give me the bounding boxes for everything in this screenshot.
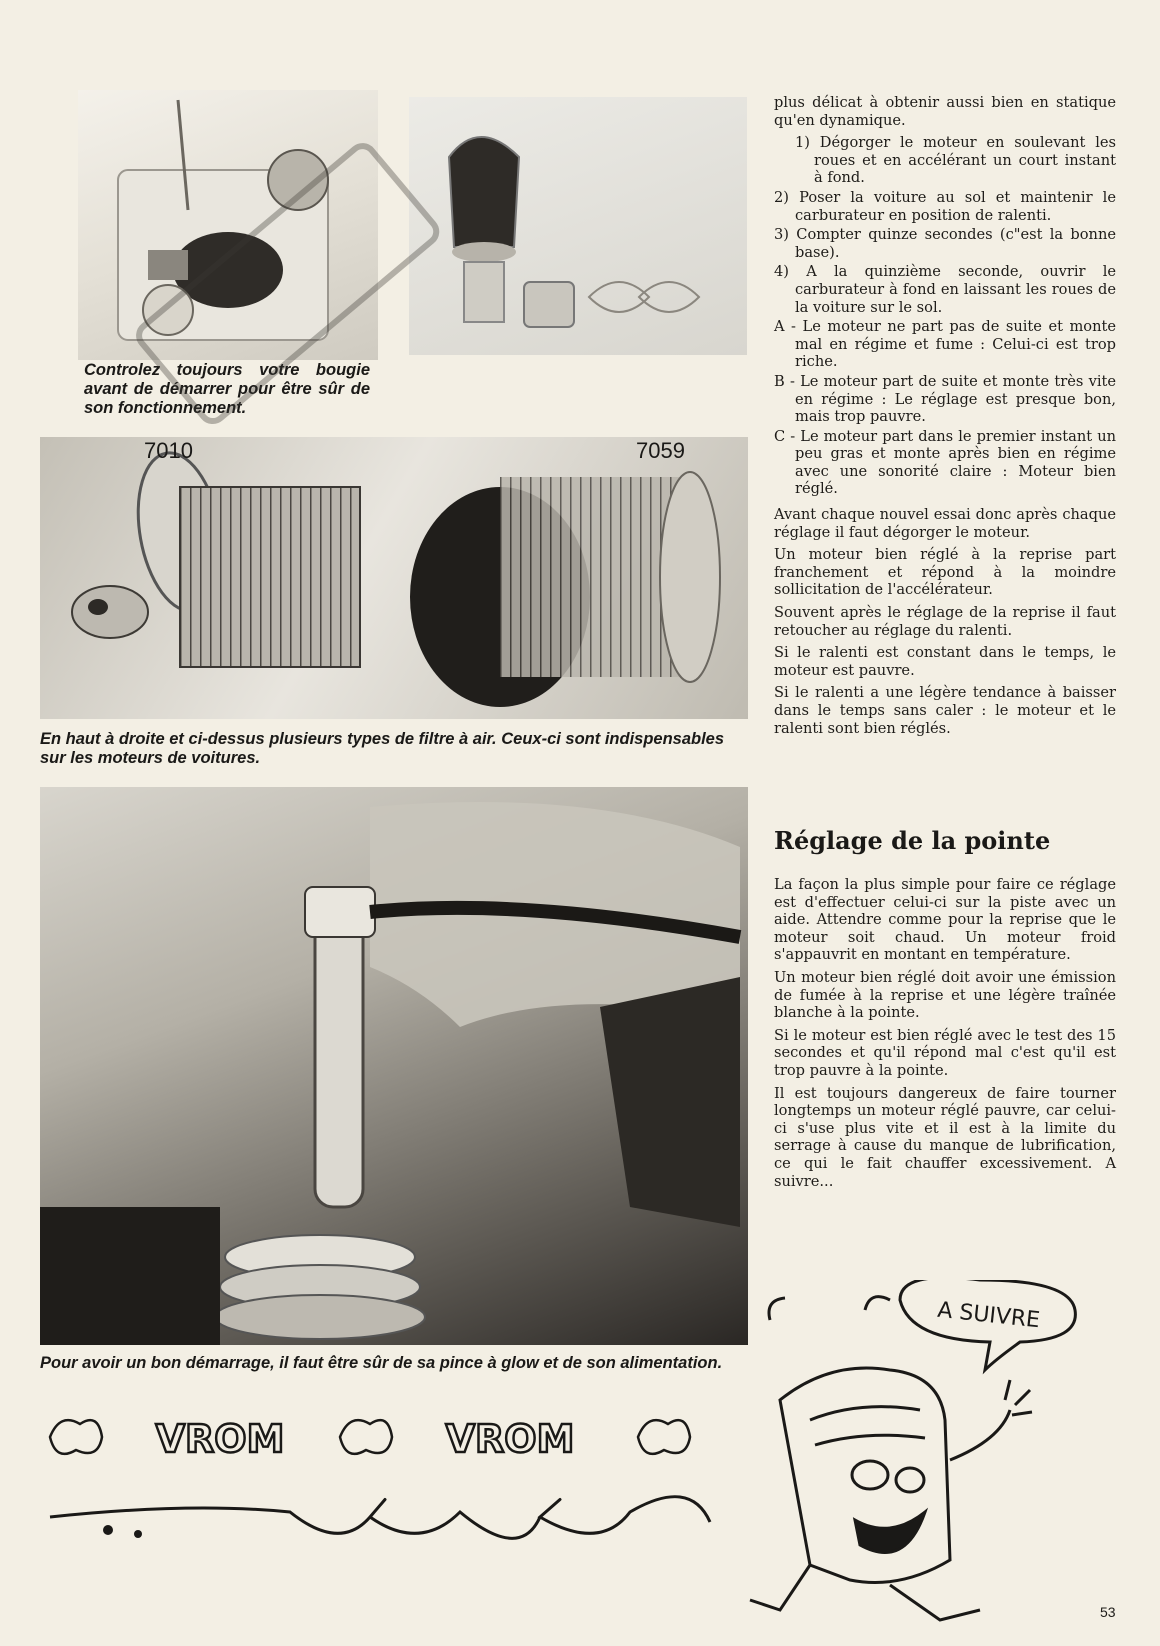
section-paragraph-2: Un moteur bien réglé doit avoir une émission de fumée à la reprise et une légère traînée blanche à la pointe.	[774, 968, 1116, 1022]
step-3: 3) Compter quinze secondes (c"est la bonne base).	[774, 226, 1116, 261]
vrom-banner	[40, 1402, 700, 1472]
case-a: A - Le moteur ne part pas de suite et monte mal en régime et fume : Celui-ci est trop riche.	[774, 318, 1116, 371]
section-paragraph-4: Il est toujours dangereux de faire tourner longtemps un moteur réglé pauvre, car celui-ci s'use plus vite et il est à la limite du serrage à cause du manque de lubrification, ce qui le fait chauffer excessivement. A suivre...	[774, 1084, 1116, 1190]
piston-cartoon	[740, 1280, 1120, 1630]
step-4: 4) A la quinzième seconde, ouvrir le carburateur à fond en laissant les roues de la voiture sur le sol.	[774, 263, 1116, 316]
caption-air-filters: En haut à droite et ci-dessus plusieurs types de filtre à air. Ceux-ci sont indispensables sur les moteurs de voitures.	[40, 730, 725, 767]
section-paragraph-1: La façon la plus simple pour faire ce réglage est d'effectuer celui-ci sur la piste avec un aide. Attendre comme pour la reprise que le moteur soit chaud. Un moteur froid s'appauvrit en montant en température.	[774, 876, 1116, 964]
caption-glow-clip: Pour avoir un bon démarrage, il faut être sûr de sa pince à glow et de son alimentation.	[40, 1354, 723, 1372]
article-column-top	[774, 94, 1116, 742]
caption-glow-plug: Controlez toujours votre bougie avant de démarrer pour être sûr de son fonctionnement.	[84, 361, 370, 417]
paragraph-5: Si le ralenti a une légère tendance à baisser dans le temps sans caler : le moteur et le ralenti sont bien réglés.	[774, 684, 1116, 737]
case-b: B - Le moteur part de suite et monte très vite en régime : Le réglage est presque bon, mais trop pauvre.	[774, 372, 1116, 426]
part-number-left: 7010	[144, 438, 193, 463]
article-column-section	[774, 876, 1116, 1195]
section-paragraph-3: Si le moteur est bien réglé avec le test des 15 secondes et qu'il répond mal c'est qu'il est trop pauvre à la pointe.	[774, 1026, 1116, 1079]
exhaust-loops	[40, 1482, 720, 1572]
paragraph-3: Souvent après le réglage de la reprise il faut retoucher au réglage du ralenti.	[774, 604, 1116, 639]
part-number-right: 7059	[636, 438, 685, 463]
paragraph-2: Un moteur bien réglé à la reprise part franchement et répond à la moindre sollicitation de l'accélérateur.	[774, 546, 1116, 599]
photo-glow-plug-tester	[78, 90, 378, 360]
photo-air-filter-cone	[409, 97, 747, 355]
paragraph-4: Si le ralenti est constant dans le temps, le moteur est pauvre.	[774, 644, 1116, 679]
intro-paragraph: plus délicat à obtenir aussi bien en statique qu'en dynamique.	[774, 94, 1116, 129]
step-1: 1) Dégorger le moteur en soulevant les roues et en accélérant un court instant à fond.	[795, 134, 1116, 187]
photo-glow-clip	[40, 787, 748, 1345]
case-c: C - Le moteur part dans le premier instant un peu gras et monte après bien en régime avec une sonorité claire : Moteur bien réglé.	[774, 427, 1116, 498]
step-2: 2) Poser la voiture au sol et maintenir le carburateur en position de ralenti.	[774, 188, 1116, 224]
speech-bubble-text: A SUIVRE	[936, 1297, 1042, 1334]
section-heading: Réglage de la pointe	[774, 826, 1051, 855]
photo-air-filters	[40, 437, 748, 719]
vrom-left-text: VROM	[155, 1417, 285, 1461]
page-number: 53	[1100, 1604, 1116, 1620]
vrom-right-text: VROM	[445, 1417, 575, 1461]
paragraph-1: Avant chaque nouvel essai donc après chaque réglage il faut dégorger le moteur.	[774, 506, 1116, 541]
